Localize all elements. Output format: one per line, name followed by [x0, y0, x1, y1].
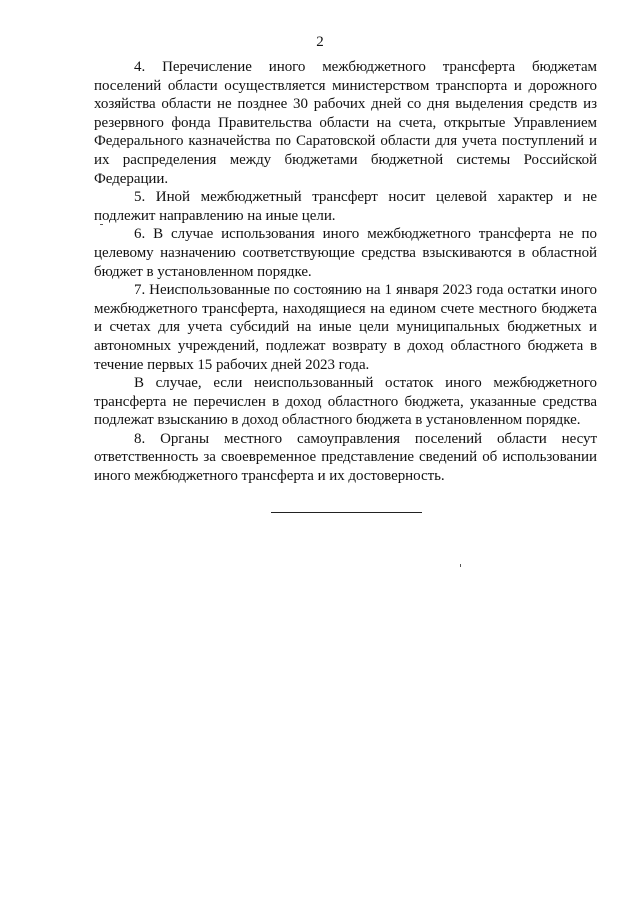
scan-speck [100, 224, 103, 225]
document-body [94, 58, 597, 486]
paragraph-item-7: 7. Неиспользованные по состоянию на 1 января 2023 года остатки иного межбюджетного трансферта, находящиеся на едином счете местного бюджета и счетах для учета субсидий на иные цели муниципальных бюджетных и автономных учреждений, подлежат возврату в доход областного бюджета в течение первых 15 рабочих дней 2023 года. [94, 282, 597, 373]
end-separator-line [271, 512, 422, 513]
paragraph-item-6: 6. В случае использования иного межбюджетного трансферта не по целевому назначению соответствующие средства взыскиваются в областной бюджет в установленном порядке. [94, 226, 597, 280]
paragraph-item-8: 8. Органы местного самоуправления поселений области несут ответственность за своевременное представление сведений об использовании иного межбюджетного трансферта и их достоверность. [94, 430, 597, 485]
paragraph-item-4: 4. Перечисление иного межбюджетного трансферта бюджетам поселений области осуществляется министерством транспорта и дорожного хозяйства области не позднее 30 рабочих дней со дня выделения средств из резервного фонда Правительства области на счета, открытые Управлением Федерального казначейства по Саратовской области для учета поступлений и их распределения между бюджетами бюджетной системы Российской Федерации. [94, 59, 597, 187]
scan-speck [460, 564, 461, 567]
paragraph-item-7-continuation: В случае, если неиспользованный остаток иного межбюджетного трансферта не перечислен в доход областного бюджета, указанные средства подлежат взысканию в доход областного бюджета в установленном порядке. [94, 375, 597, 429]
paragraph-item-5: 5. Иной межбюджетный трансферт носит целевой характер и не подлежит направлению на иные цели. [94, 189, 597, 224]
page-number: 2 [316, 34, 324, 50]
